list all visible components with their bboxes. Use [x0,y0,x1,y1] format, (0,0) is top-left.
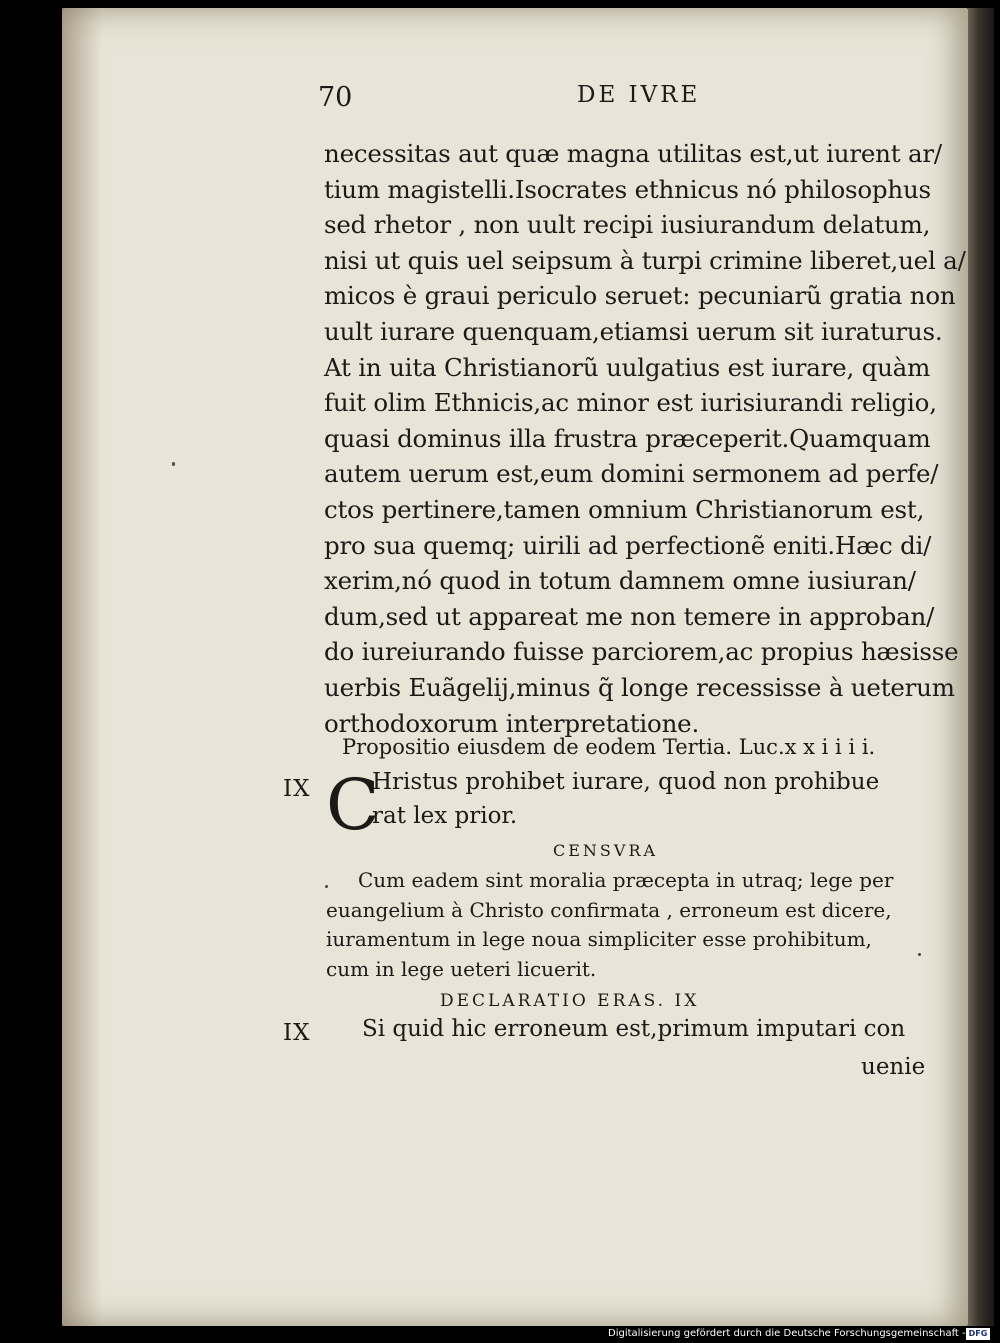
catchword: uenie [861,1054,926,1080]
text-line: orthodoxorum interpretatione. [324,708,700,738]
censura-heading: CENSVRA [553,841,659,860]
censura-line: euangelium à Christo confirmata , erroneum est dicere, [326,897,892,922]
paper-speck [172,462,175,466]
text-line: necessitas aut quæ magna utilitas est,ut iurent ar/ [324,139,942,168]
text-line: dum,sed ut appareat me non temere in approban/ [324,601,935,631]
text-line: fuit olim Ethnicis,ac minor est iurisiurandi religio, [324,388,937,418]
text-line: uult iurare quenquam,etiamsi uerum sit iuraturus. [324,316,943,346]
paper-speck [918,953,921,956]
text-line: At in uita Christianorũ uulgatius est iurare, quàm [324,352,931,382]
censura-line: iuramentum in lege noua simpliciter esse prohibitum, [326,927,872,951]
propositio-title: Propositio eiusdem de eodem Tertia. Luc.x x i i i i. [342,735,876,759]
paper-speck [325,885,328,888]
text-line: tium magistelli.Isocrates ethnicus nó philosophus [324,174,931,204]
page-number: 70 [318,82,353,113]
text-line: do iureiurando fuisse parciorem,ac propius hæsisse [324,637,959,667]
censura-line: cum in lege ueteri licuerit. [326,956,597,981]
text-line: autem uerum est,eum domini sermonem ad perfe/ [324,459,939,489]
text-line: uerbis Euãgelij,minus q̃ longe recessisse à ueterum [324,672,955,702]
censura-text-block [326,866,926,984]
dfg-logo: DFG [966,1328,990,1340]
declaratio-heading: DECLARATIO ERAS. IX [440,991,700,1011]
spine-shadow [62,8,102,1326]
running-head: DE IVRE [577,82,701,108]
margin-number: IX [283,776,311,802]
margin-number: IX [283,1020,311,1046]
text-line: sed rhetor , non uult recipi iusiurandum delatum, [324,210,931,240]
text-line: ctos pertinere,tamen omnium Christianorum est, [324,494,925,524]
page-edge [968,8,994,1326]
censura-line: Cum eadem sint moralia præcepta in utraq; lege per [358,868,894,892]
text-line: pro sua quemq; uirili ad perfectionẽ eniti.Hæc di/ [324,530,932,560]
drop-cap-letter: C [326,764,380,846]
propositio-line: rat lex prior. [372,803,518,829]
text-line: quasi dominus illa frustra præceperit.Quamquam [324,423,931,453]
text-line: micos è graui periculo seruet: pecuniarũ gratia non [324,281,956,311]
text-line: nisi ut quis uel seipsum à turpi crimine liberet,uel a/ [324,245,966,275]
propositio-line: Hristus prohibet iurare, quod non prohibue [372,769,880,795]
text-line: xerim,nó quod in totum damnem omne iusiuran/ [324,566,916,596]
declaratio-line: Si quid hic erroneum est,primum imputari con [362,1016,906,1042]
main-text-block [324,136,966,741]
digitization-credit: Digitalisierung gefördert durch die Deutsche Forschungsgemeinschaft - [608,1328,966,1339]
